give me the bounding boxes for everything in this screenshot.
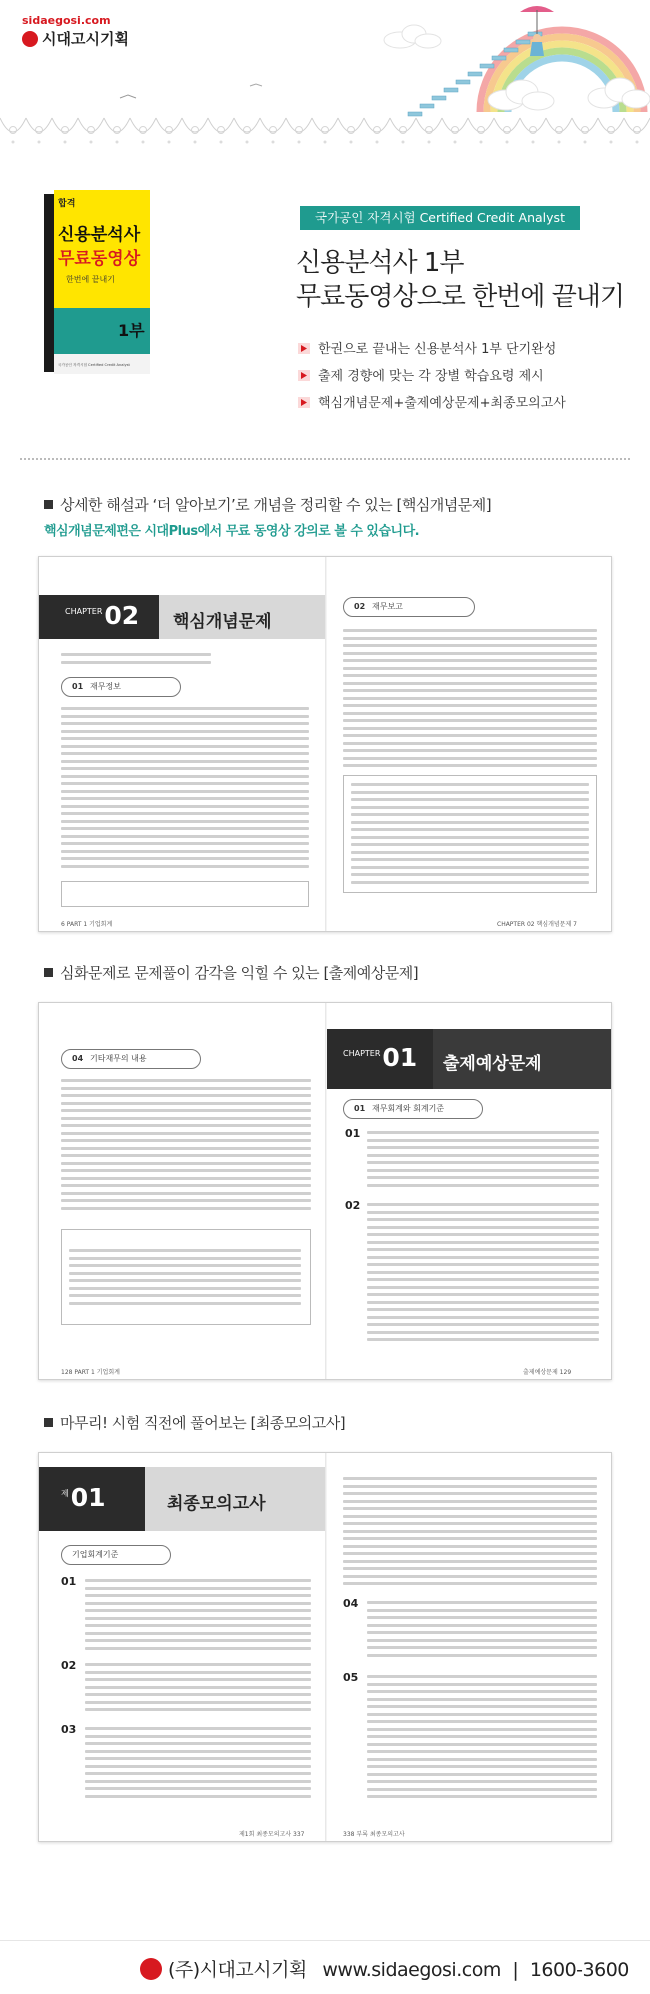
chapter-title: 핵심개념문제 <box>173 612 272 632</box>
chapter-tab: $^제$01 <box>39 1467 145 1531</box>
footer <box>0 1940 650 1994</box>
section3-page-spread <box>38 1452 612 1842</box>
page-number: 출제예상문제 129 <box>523 1369 572 1376</box>
question-number: 05 <box>343 1671 359 1684</box>
question-number: 01 <box>61 1575 77 1588</box>
right-page <box>327 1453 612 1841</box>
company-url[interactable]: www.sidaegosi.com <box>322 1959 501 1981</box>
page-number: 6 PART 1 기업회계 <box>61 921 113 928</box>
square-bullet-icon <box>44 1418 53 1427</box>
section1-page-spread <box>38 556 612 932</box>
question-number: 03 <box>61 1723 77 1736</box>
topic-pill: 04 기타재무의 내용 <box>61 1049 201 1069</box>
logo-name: 시대고시기획 <box>22 28 129 49</box>
svg-text:신용분석사: 신용분석사 <box>58 225 141 245</box>
page-number: 제1회 최종모의고사 337 <box>239 1831 305 1838</box>
section2-page-spread <box>38 1002 612 1380</box>
book-intro <box>0 190 650 430</box>
bullet-arrow-icon <box>298 370 310 381</box>
left-page <box>39 557 325 931</box>
header-banner <box>0 0 650 150</box>
right-page <box>327 557 612 931</box>
topic-pill: 02 재무보고 <box>343 597 475 617</box>
question-number: 02 <box>61 1659 77 1672</box>
chapter-tab: $^{CHAPTER}$01 <box>327 1029 433 1089</box>
square-bullet-icon <box>44 500 53 509</box>
svg-text:국가공인 자격시험 Certified Credit Ana: 국가공인 자격시험 Certified Credit Analyst <box>58 363 130 367</box>
section2-title: 심화문제로 문제풀이 감각을 익힐 수 있는 [출제예상문제] <box>44 962 418 983</box>
left-page <box>39 1003 325 1379</box>
bullet-arrow-icon <box>298 343 310 354</box>
feature-item: 핵심개념문제+출제예상문제+최종모의고사 <box>298 392 638 419</box>
page-number: CHAPTER 02 핵심개념문제 7 <box>497 921 577 928</box>
section1-subtitle: 핵심개념문제편은 시대Plus에서 무료 동영상 강의로 볼 수 있습니다. <box>44 524 420 539</box>
lace-border <box>0 112 650 150</box>
topic-pill: 01 재무회계와 회계기준 <box>343 1099 483 1119</box>
topic-pill: 기업회계기준 <box>61 1545 171 1565</box>
page-number: 338 부록 최종모의고사 <box>343 1831 405 1838</box>
question-number: 04 <box>343 1597 359 1610</box>
section1-title: 상세한 해설과 ‘더 알아보기’로 개념을 정리할 수 있는 [핵심개념문제] <box>44 494 491 515</box>
question-number: 02 <box>345 1199 361 1212</box>
square-bullet-icon <box>44 968 53 977</box>
svg-text:한번에 끝내기: 한번에 끝내기 <box>66 275 115 284</box>
book-cover-image <box>44 190 150 374</box>
chapter-tab: $^{CHAPTER}$02 <box>39 595 159 639</box>
left-page <box>39 1453 325 1841</box>
company-phone: 1600-3600 <box>529 1959 629 1981</box>
chapter-title: 최종모의고사 <box>167 1494 266 1514</box>
chapter-title: 출제예상문제 <box>443 1054 542 1074</box>
certification-badge: 국가공인 자격시험 Certified Credit Analyst <box>300 206 580 230</box>
feature-item: 출제 경향에 맞는 각 장별 학습요령 제시 <box>298 365 638 392</box>
svg-text:무료동영상: 무료동영상 <box>58 249 141 269</box>
question-number: 01 <box>345 1127 361 1140</box>
page-number: 128 PART 1 기업회계 <box>61 1369 120 1376</box>
logo-url: sidaegosi.com <box>22 14 111 27</box>
company-name: (주)시대고시기획 <box>168 1959 307 1981</box>
section-divider <box>20 458 630 460</box>
company-logo-icon <box>140 1958 162 1980</box>
right-page <box>327 1003 612 1379</box>
explanation-box <box>61 881 309 907</box>
svg-text:1부: 1부 <box>118 321 145 340</box>
feature-list <box>298 338 638 419</box>
footer-separator: | <box>512 1959 519 1981</box>
svg-text:합격: 합격 <box>58 199 76 209</box>
section3-title: 마무리! 시험 직전에 풀어보는 [최종모의고사] <box>44 1412 345 1433</box>
bullet-arrow-icon <box>298 397 310 408</box>
footer-contact <box>140 1955 629 1982</box>
book-title-line1: 신용분석사 1부 <box>296 248 464 278</box>
book-title-line2: 무료동영상으로 한번에 끝내기 <box>296 282 625 312</box>
topic-pill: 01 재무정보 <box>61 677 181 697</box>
feature-item: 한권으로 끝내는 신용분석사 1부 단기완성 <box>298 338 638 365</box>
